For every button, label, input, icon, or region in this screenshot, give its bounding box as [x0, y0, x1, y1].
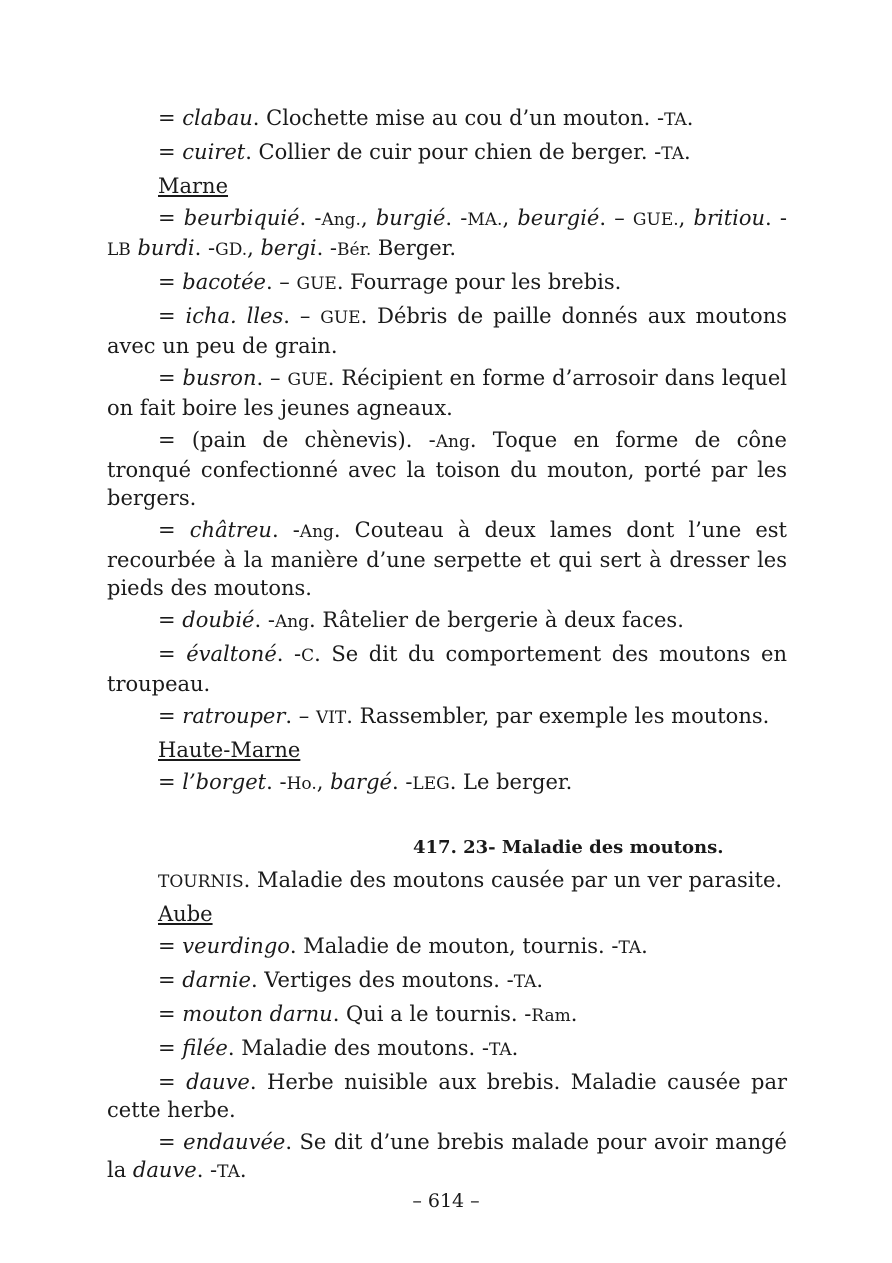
entry-eq: =: [158, 1036, 183, 1060]
entry-term: cuiret: [182, 140, 246, 164]
entry-term: l’borget: [182, 770, 267, 794]
entry-definition: . Récipient en forme d’arrosoir dans lequel on fait boire les jeunes agneaux.: [107, 366, 787, 420]
entry-cuiret: [107, 138, 787, 168]
punct: ,: [502, 206, 518, 230]
entry-term: veurdingo: [182, 934, 290, 958]
entry-eq: =: [158, 270, 183, 294]
entry-definition: . Le berger.: [449, 770, 573, 794]
entry-veurdingo: [107, 932, 787, 962]
entry-definition: . Maladie des moutons causée par un ver parasite.: [243, 868, 783, 892]
entry-clabau: [107, 104, 787, 134]
punct: . -: [196, 1158, 218, 1182]
entry-source: Ang.: [321, 210, 361, 230]
entry-definition: . Collier de cuir pour chien de berger. -: [245, 140, 662, 164]
punct: . -: [316, 236, 338, 260]
entry-source: TA: [513, 972, 537, 992]
entry-pain-chenevis: [107, 426, 787, 512]
entry-source: Ram: [531, 1006, 571, 1026]
entry-definition: . Herbe nuisible aux brebis. Maladie causée par cette herbe.: [107, 1070, 788, 1122]
entry-eq: =: [158, 770, 183, 794]
entry-term: darnie: [182, 968, 251, 992]
entry-end: .: [570, 1002, 578, 1026]
entry-end: .: [239, 1158, 247, 1182]
entry-term: beurbiquié: [183, 206, 300, 230]
punct: . –: [265, 270, 297, 294]
entry-term: bargé: [330, 770, 392, 794]
punct: ,: [316, 770, 331, 794]
entry-chatreu: [107, 516, 787, 602]
punct: . -: [266, 770, 287, 794]
entry-term: busron: [182, 366, 257, 390]
entry-source: LB: [107, 240, 131, 260]
region-heading-aube: Aube: [158, 902, 213, 926]
entry-term: dauve: [186, 1070, 250, 1094]
entry-source: VIT: [315, 708, 347, 728]
entry-term: évaltoné: [186, 642, 277, 666]
punct: . –: [285, 704, 316, 728]
entry-term: clabau: [182, 106, 253, 130]
entry-term: bergi: [260, 236, 317, 260]
entry-source: TA: [618, 938, 642, 958]
entry-source: TA: [661, 144, 684, 164]
entry-definition: . Clochette mise au cou d’un mouton. -: [252, 106, 665, 130]
entry-eq: =: [158, 206, 184, 230]
entry-eq: =: [158, 704, 183, 728]
entry-eq: =: [158, 642, 187, 666]
entry-term: icha. lles: [185, 304, 284, 328]
entry-ichalles: [107, 302, 787, 360]
entry-mouton-darnu: [107, 1000, 787, 1030]
entry-definition: . Couteau à deux lames dont l’une est recourbée à la manière d’une serpette et qui sert à dresser les pieds des moutons.: [107, 518, 787, 600]
entry-term: châtreu: [189, 518, 272, 542]
entry-source: Bér.: [337, 240, 372, 260]
entry-ratrouper: [107, 702, 787, 732]
entry-lborget: [107, 768, 787, 798]
entry-bacotee: [107, 268, 787, 298]
entry-source: GUE: [320, 308, 361, 328]
entry-definition: . Râtelier de bergerie à deux faces.: [309, 608, 684, 632]
page-number: – 614 –: [412, 1190, 480, 1212]
entry-eq: =: [158, 934, 183, 958]
entry-darnie: [107, 966, 787, 996]
punct: . -: [445, 206, 468, 230]
entry-source: Ho.: [286, 774, 317, 794]
page-body: [107, 104, 787, 1190]
entry-source: TA: [664, 110, 687, 130]
entry-definition: . Vertiges des moutons. -: [250, 968, 514, 992]
region-heading-marne: Marne: [158, 174, 229, 198]
entry-term: britiou: [693, 206, 766, 230]
entry-source: LEG: [412, 774, 450, 794]
punct: ,: [247, 236, 261, 260]
punct: ,: [678, 206, 694, 230]
punct: . –: [256, 366, 288, 390]
entry-definition: . Maladie des moutons. -: [227, 1036, 489, 1060]
entry-eq: =: [158, 1070, 187, 1094]
punct: ,: [360, 206, 376, 230]
entry-eq: =: [158, 304, 186, 328]
entry-source: Ang: [274, 612, 310, 632]
entry-term: bacotée: [182, 270, 266, 294]
entry-term: dauve: [132, 1158, 197, 1182]
entry-definition: Berger.: [371, 236, 457, 260]
entry-end: .: [683, 140, 691, 164]
entry-eq: =: [158, 366, 183, 390]
entry-source: MA.: [467, 210, 503, 230]
entry-eq: =: [158, 1130, 184, 1154]
entry-evaltone: [107, 640, 787, 698]
entry-eq: =: [158, 968, 183, 992]
entry-source: GUE: [296, 274, 337, 294]
entry-term: beurgié: [517, 206, 600, 230]
entry-definition: . Rassembler, par exemple les moutons.: [346, 704, 770, 728]
entry-end: .: [686, 106, 694, 130]
entry-definition: . Fourrage pour les brebis.: [336, 270, 622, 294]
entry-eq: =: [158, 106, 183, 130]
punct: . -: [271, 518, 300, 542]
entry-eq: =: [158, 140, 183, 164]
entry-filee: [107, 1034, 787, 1064]
punct: . –: [283, 304, 321, 328]
entry-source: Ang: [435, 432, 470, 452]
punct: . -: [194, 236, 216, 260]
entry-berger: [107, 204, 787, 264]
entry-end: .: [536, 968, 544, 992]
entry-dauve: [107, 1068, 787, 1124]
entry-term: ratrouper: [182, 704, 286, 728]
entry-source: TA: [488, 1040, 512, 1060]
punct: . -: [765, 206, 787, 230]
entry-eq: =: [158, 1002, 183, 1026]
entry-end: .: [511, 1036, 519, 1060]
entry-source: GD.: [215, 240, 248, 260]
entry-endauvee: [107, 1128, 787, 1186]
entry-term: burdi: [137, 236, 195, 260]
entry-term: endauvée: [183, 1130, 286, 1154]
punct: . –: [599, 206, 633, 230]
entry-definition: . Se dit du comportement des moutons en troupeau.: [107, 642, 787, 696]
entry-end: .: [641, 934, 648, 958]
entry-source: Ang: [299, 522, 334, 542]
entry-term: mouton darnu: [182, 1002, 333, 1026]
entry-definition: . Toque en forme de cône tronqué confectionné avec la toison du mouton, porté par les bergers.: [107, 428, 787, 510]
entry-term: TOURNIS: [158, 872, 244, 892]
entry-definition: . Débris de paille donnés aux moutons avec un peu de grain.: [107, 304, 787, 358]
entry-doubie: [107, 606, 787, 636]
entry-source: TA: [217, 1162, 240, 1182]
entry-source: C: [301, 646, 315, 666]
entry-definition: . Maladie de mouton, tournis. -: [289, 934, 619, 958]
entry-tournis: [107, 866, 787, 896]
entry-source: GUE: [287, 370, 328, 390]
region-heading-haute-marne: Haute-Marne: [158, 738, 301, 762]
entry-term: burgié: [375, 206, 446, 230]
punct: . -: [299, 206, 322, 230]
punct: . -: [254, 608, 275, 632]
entry-busron: [107, 364, 787, 422]
entry-eq: = (pain de chènevis). -: [158, 428, 436, 452]
section-title: 417. 23- Maladie des moutons.: [413, 837, 724, 858]
punct: . -: [276, 642, 302, 666]
entry-source: GUE.: [632, 210, 679, 230]
entry-term: filée: [182, 1036, 228, 1060]
entry-definition: . Se dit d’une brebis malade pour avoir mangé la: [107, 1130, 787, 1182]
entry-eq: =: [158, 518, 190, 542]
punct: . -: [391, 770, 413, 794]
entry-eq: =: [158, 608, 183, 632]
entry-term: doubié: [182, 608, 255, 632]
entry-definition: . Qui a le tournis. -: [332, 1002, 532, 1026]
